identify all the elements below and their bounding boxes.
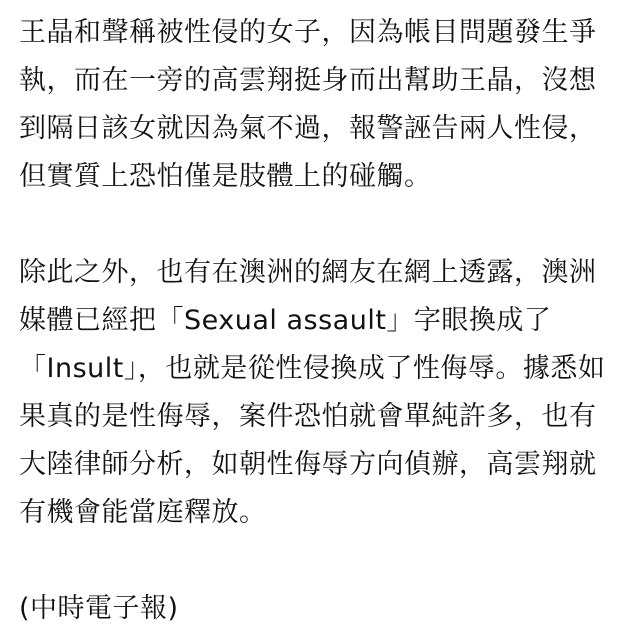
paragraph-spacer [19,537,625,585]
text-line: 大陸律師分析，如朝性侮辱方向偵辦，高雲翔就 [19,449,597,480]
text-line: 果真的是性侮辱，案件恐怕就會單純許多，也有 [19,401,597,432]
text-line: 「Insult」，也就是從性侵換成了性侮辱。據悉如 [19,353,606,384]
text-line: 除此之外，也有在澳洲的網友在網上透露，澳洲 [19,257,597,288]
source-credit: (中時電子報) [19,593,179,624]
text-line: 有機會能當庭釋放。 [19,497,267,528]
text-line: 王晶和聲稱被性侵的女子，因為帳目問題發生爭 [19,17,597,48]
text-line: 到隔日該女就因為氣不過，報警誣告兩人性侵， [19,113,597,144]
text-line: 媒體已經把「Sexual assault」字眼換成了 [19,305,552,336]
paragraph-2 [19,249,625,537]
article-body [19,9,625,633]
text-line: 但實質上恐怕僅是肢體上的碰觸。 [19,161,432,192]
text-line: 執，而在一旁的高雲翔挺身而出幫助王晶，沒想 [19,65,597,96]
paragraph-1 [19,9,625,201]
paragraph-spacer [19,201,625,249]
